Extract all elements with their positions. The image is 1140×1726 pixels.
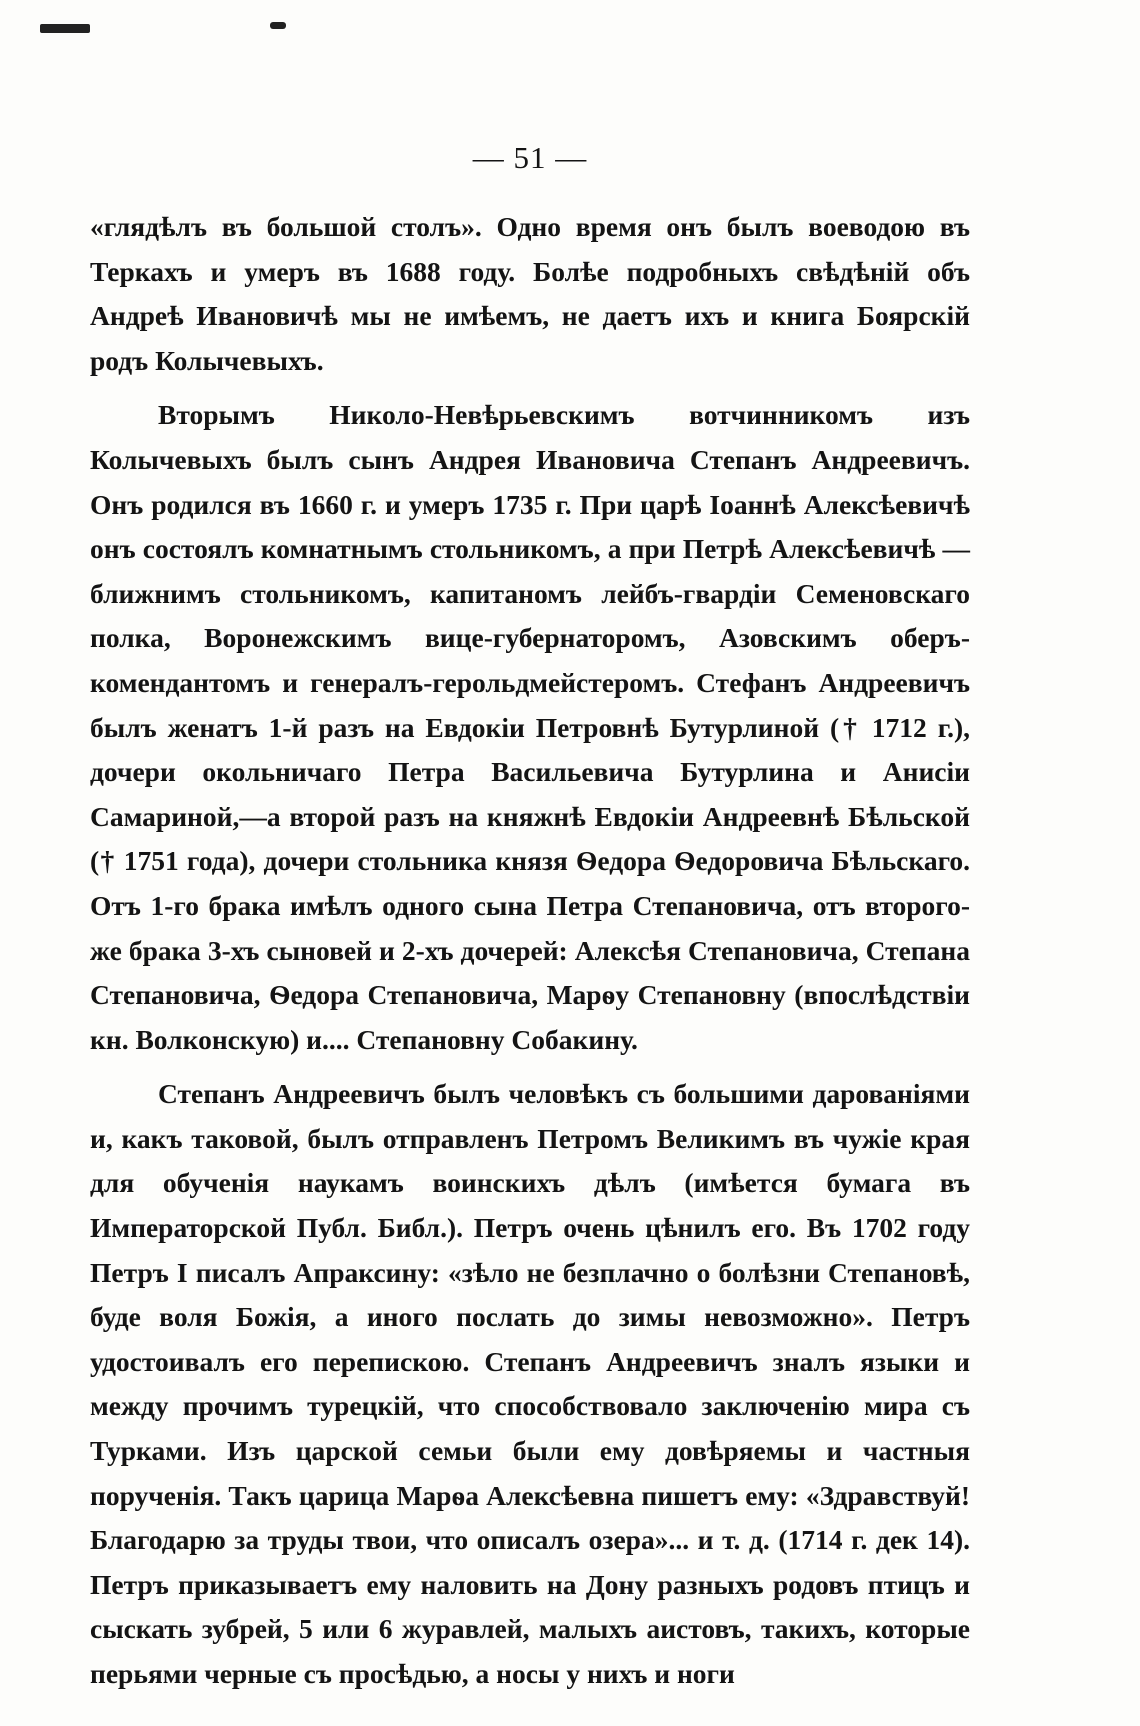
page-number: — 51 —: [472, 140, 588, 175]
body-text: [90, 205, 970, 1697]
paragraph-second-owner: Вторымъ Николо-Невѣрьевскимъ вотчинникомъ изъ Колычевыхъ былъ сынъ Андрея Ивановича Степанъ Андреевичъ. Онъ родился въ 1660 г. и умеръ 1735 г. При царѣ Іоаннѣ Алексѣевичѣ онъ состоялъ комнатнымъ стольникомъ, а при Петрѣ Алексѣевичѣ — ближнимъ стольникомъ, капитаномъ лейбъ-гвардіи Семеновскаго полка, Воронежскимъ вице-губернаторомъ, Азовскимъ оберъ-комендантомъ и генералъ-герольдмейстеромъ. Стефанъ Андреевичъ былъ женатъ 1-й разъ на Евдокіи Петровнѣ Бутурлиной († 1712 г.), дочери окольничаго Петра Васильевича Бутурлина и Анисіи Самариной,—а второй разъ на княжнѣ Евдокіи Андреевнѣ Бѣльской († 1751 года), дочери стольника князя Ѳедора Ѳедоровича Бѣльскаго. Отъ 1-го брака имѣлъ одного сына Петра Степановича, отъ второго-же брака 3-хъ сыновей и 2-хъ дочерей: Алексѣя Степановича, Степана Степановича, Ѳедора Степановича, Марѳу Степановну (впослѣдствіи кн. Волконскую) и.... Степановну Собакину.: [90, 399, 970, 1055]
scan-artifact-mark: [40, 24, 90, 33]
paragraph-continuation: «глядѣлъ въ большой столъ». Одно время онъ былъ воеводою въ Теркахъ и умеръ въ 1688 году. Болѣе подробныхъ свѣдѣній объ Андреѣ Ивановичѣ мы не имѣемъ, не даетъ ихъ и книга Боярскій родъ Колычевыхъ.: [90, 211, 970, 376]
scan-artifact-mark: [270, 22, 286, 29]
paragraph-stepan-talents: Степанъ Андреевичъ былъ человѣкъ съ большими дарованіями и, какъ таковой, былъ отправленъ Петромъ Великимъ въ чужіе края для обученія наукамъ воинскихъ дѣлъ (имѣется бумага въ Императорской Публ. Библ.). Петръ очень цѣнилъ его. Въ 1702 году Петръ I писалъ Апраксину: «зѣло не безплачно о болѣзни Степановѣ, буде воля Божія, а иного послать до зимы невозможно». Петръ удостоивалъ его перепискою. Степанъ Андреевичъ зналъ языки и между прочимъ турецкій, что способствовало заключенію мира съ Турками. Изъ царской семьи были ему довѣряемы и частныя порученія. Такъ царица Марѳа Алексѣевна пишетъ ему: «Здравствуй! Благодарю за труды твои, что описалъ озера»... и т. д. (1714 г. дек 14). Петръ приказываетъ ему наловить на Дону разныхъ родовъ птицъ и сыскать зубрей, 5 или 6 журавлей, малыхъ аистовъ, такихъ, которые перьями черные съ просѣдью, а носы у нихъ и ноги: [90, 1078, 970, 1689]
